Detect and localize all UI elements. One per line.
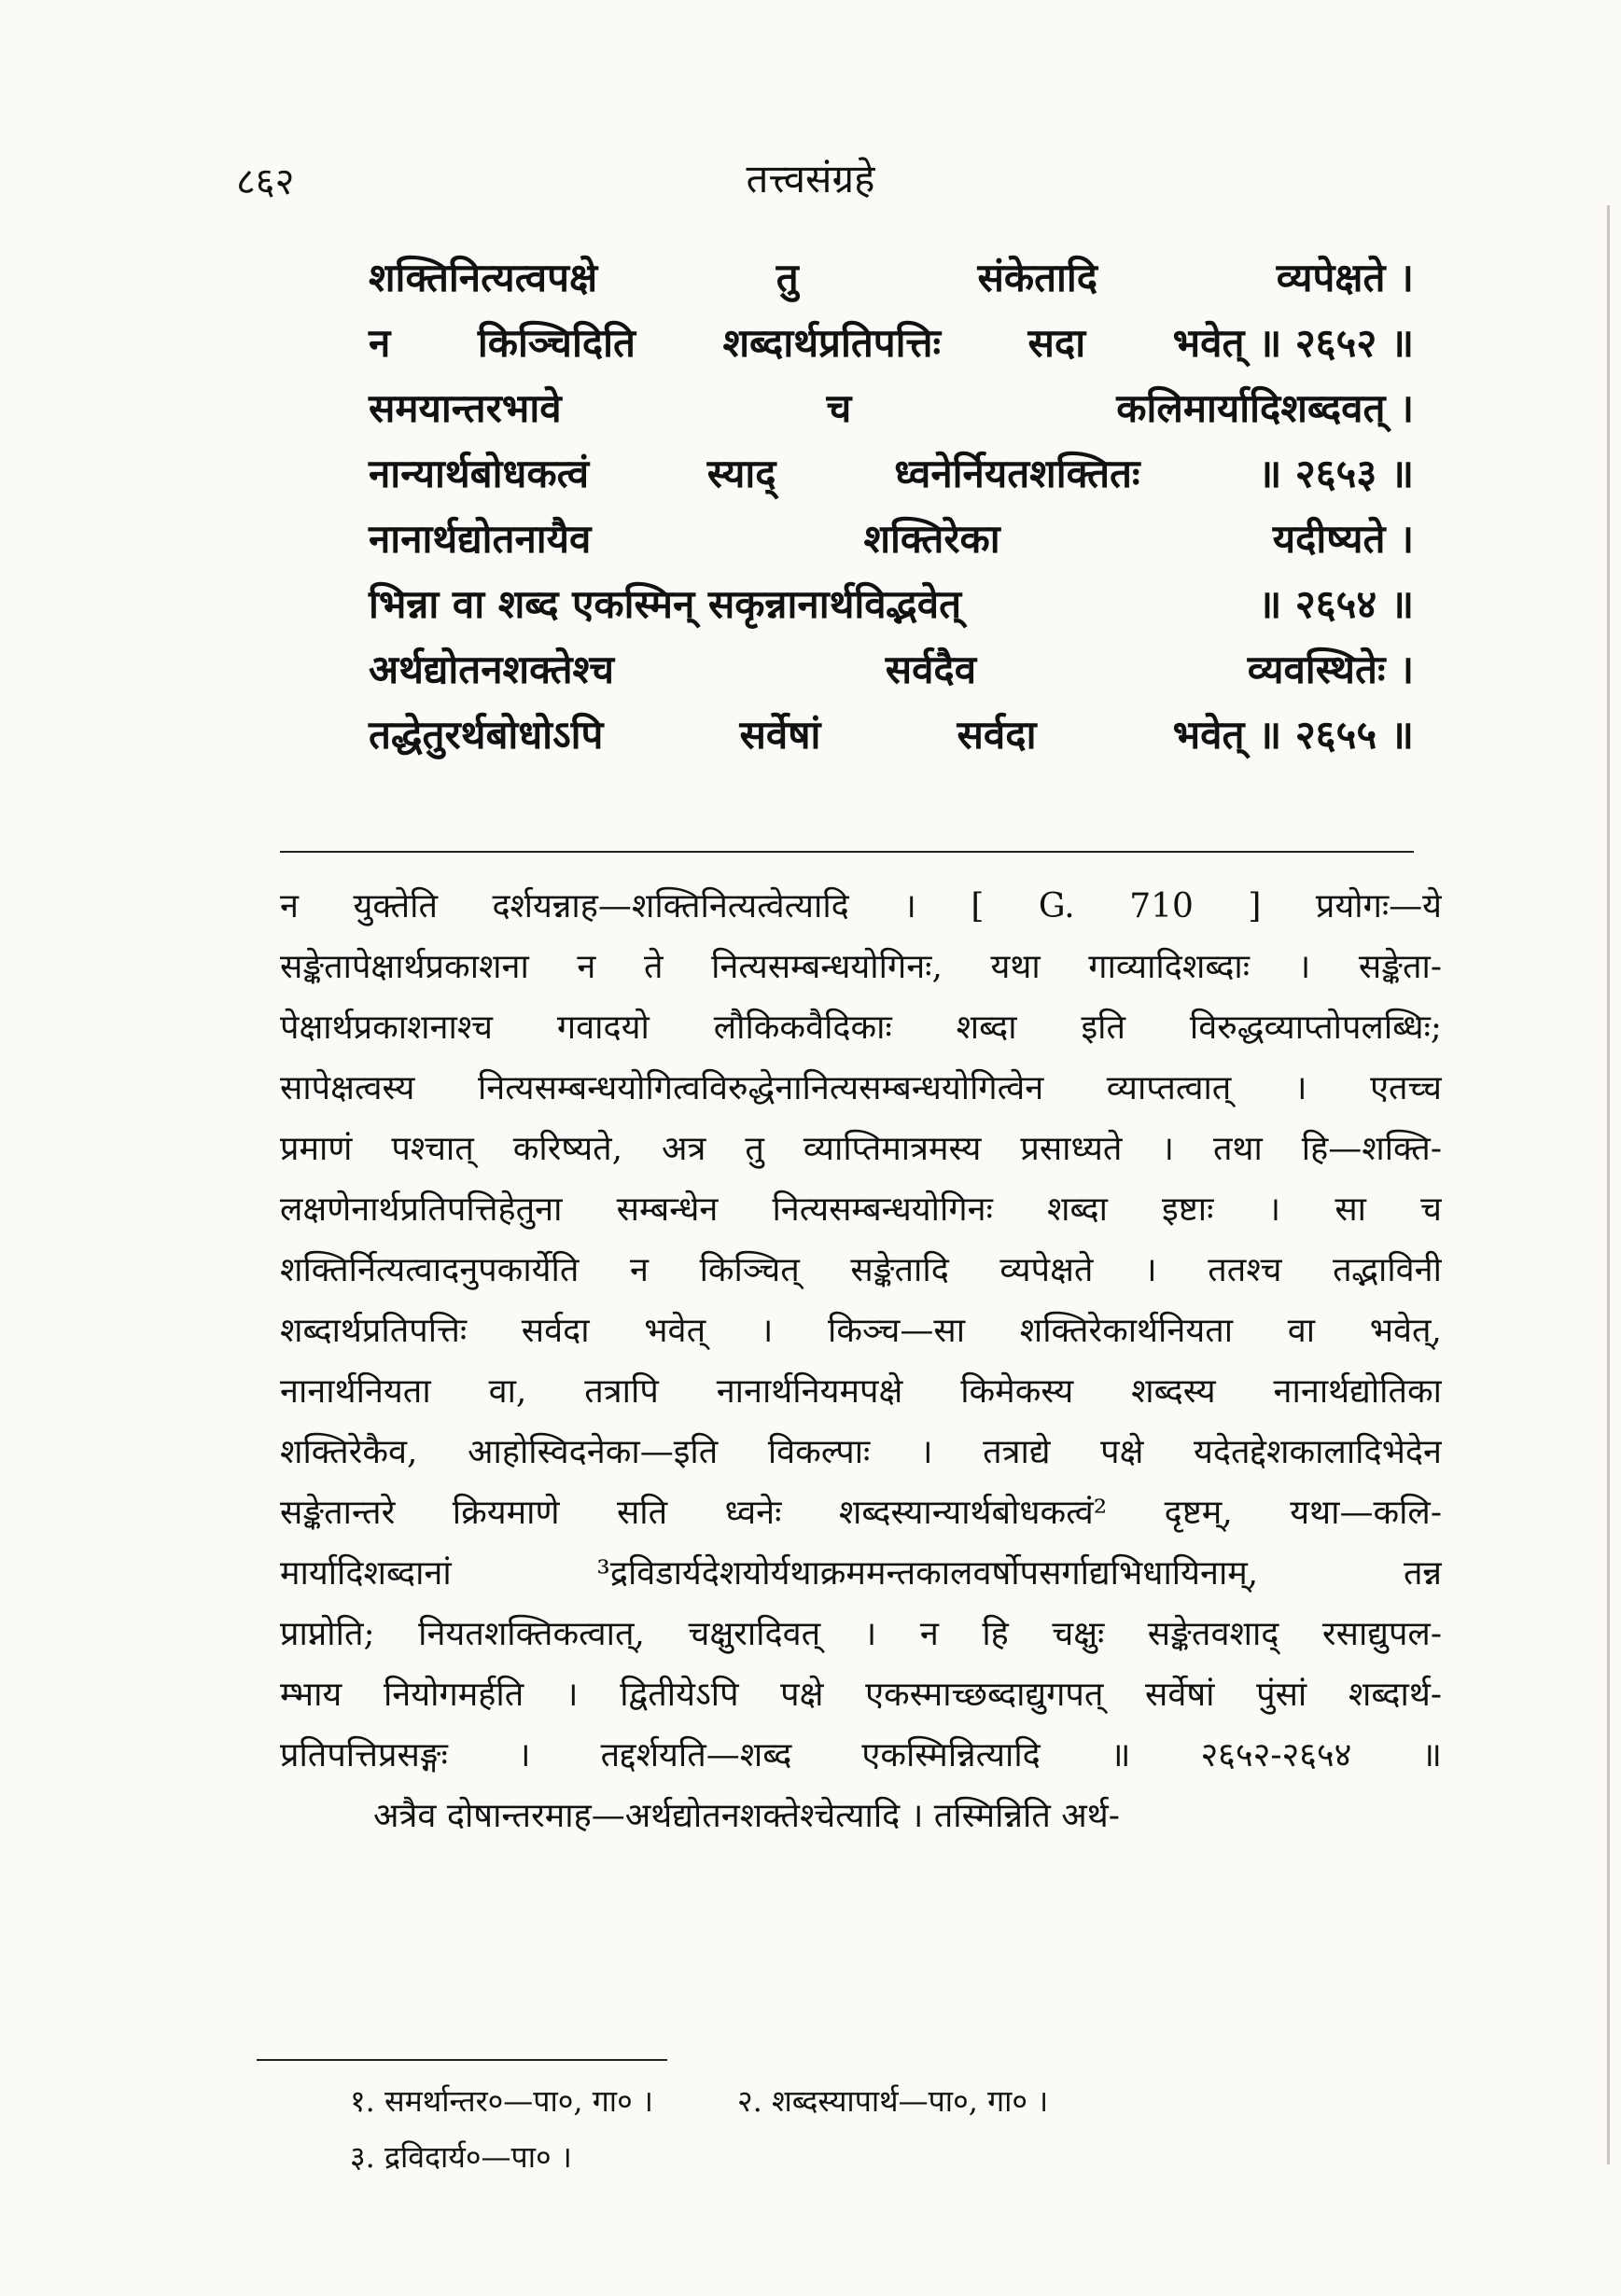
verse-word: कलिमार्यादिशब्दवत् । [1116,385,1414,431]
commentary-line: लक्षणेनार्थप्रतिपत्तिहेतुना सम्बन्धेन नित्यसम्बन्धयोगिनः शब्दा इष्टाः । सा च [280,1190,1442,1229]
footnote-3: ३. द्रविदार्य०—पा० । [350,2139,572,2175]
verse-line [369,446,1414,511]
commentary-line: मार्यादिशब्दानां ³द्रविडार्यदेशयोर्यथाक्रममन्तकालवर्षोपसर्गाद्यभिधायिनाम्, तन्न [280,1554,1442,1593]
commentary-line: शक्तिर्नित्यत्वादनुपकार्येति न किञ्चित् सङ्केतादि व्यपेक्षते । ततश्च तद्भाविनी [280,1251,1442,1289]
verse-word: तु [776,255,799,300]
verse-word: शक्तिनित्यत्वपक्षे [369,255,598,300]
footnote-1: १. समर्थान्तर०—पा०, गा० । [350,2083,654,2119]
verse-line [369,511,1414,577]
commentary-line: नानार्थनियता वा, तत्रापि नानार्थनियमपक्षे किमेकस्य शब्दस्य नानार्थद्योतिका [280,1372,1442,1411]
commentary-line: म्भाय नियोगमर्हति । द्वितीयेऽपि पक्षे एकस्माच्छब्दाद्युगपत् सर्वेषां पुंसां शब्दार्थ- [280,1676,1442,1714]
commentary-line: प्रमाणं पश्चात् करिष्यते, अत्र तु व्याप्तिमात्रमस्य प्रसाध्यते । तथा हि—शक्ति- [280,1130,1442,1168]
page-edge-shadow [1607,205,1610,2164]
verse-number: भवेत् ॥ २६५२ ॥ [1172,320,1414,366]
commentary-line: सङ्केतान्तरे क्रियमाणे सति ध्वनेः शब्दस्यान्यार्थबोधकत्वं² दृष्टम्, यथा—कलि- [280,1494,1442,1532]
verse-word: सर्वदैव [885,647,977,692]
verse-word: तद्धेतुरर्थबोधोऽपि [369,712,604,758]
verse-word: व्यवस्थितेः । [1247,647,1414,692]
verse-word: सर्वदा [957,712,1037,758]
verse-word: किञ्चिदिति [477,320,636,366]
footnote-2: २. शब्दस्यापार्थ—पा०, गा० । [737,2083,1049,2119]
footnote-row [350,2136,1048,2192]
verse-word: समयान्तरभावे [369,385,562,431]
verse-word: सर्वेषां [739,712,821,758]
verse-line [369,381,1414,446]
verse-line [369,577,1414,642]
running-title: तत्त्वसंग्रहे [746,156,875,202]
page-number: ८६२ [236,160,295,203]
footnotes [350,2080,1048,2192]
footnote-row [350,2080,1048,2136]
commentary-line: प्रतिपत्तिप्रसङ्गः । तद्दर्शयति—शब्द एकस्मिन्नित्यादि ॥ २६५२-२६५४ ॥ [280,1736,1442,1774]
verse-word: व्यपेक्षते । [1276,255,1414,300]
verse-line [369,315,1414,381]
verse-word: शक्तिरेका [863,516,1000,562]
verse-line [369,707,1414,772]
commentary-line: अत्रैव दोषान्तरमाह—अर्थद्योतनशक्तेश्चेत्यादि । तस्मिन्निति अर्थ- [373,1797,1120,1835]
verse-number: भवेत् ॥ २६५५ ॥ [1172,712,1414,758]
verse-word: अर्थद्योतनशक्तेश्च [369,647,615,692]
commentary-line: सङ्केतापेक्षार्थप्रकाशना न ते नित्यसम्बन्धयोगिनः, यथा गाव्यादिशब्दाः । सङ्केता- [280,948,1442,986]
commentary-line: सापेक्षत्वस्य नित्यसम्बन्धयोगित्वविरुद्धेनानित्यसम्बन्धयोगित्वेन व्याप्तत्वात् । एतच्च [280,1069,1442,1107]
commentary-line: शक्तिरेकैव, आहोस्विदनेका—इति विकल्पाः । तत्राद्ये पक्षे यदेतद्देशकालादिभेदेन [280,1433,1442,1471]
verse-block [369,250,1414,772]
verse-word: स्याद् [706,451,776,496]
verse-line [369,642,1414,707]
verse-word: सदा [1027,320,1086,366]
verse-word: संकेतादि [977,255,1098,300]
verse-commentary-divider [280,851,1414,853]
verse-number: ॥ २६५३ ॥ [1258,451,1414,496]
verse-word: च [826,385,852,431]
verse-word: भिन्ना वा शब्द एकस्मिन् सकृन्नानार्थविद्भवेत् [369,581,962,627]
commentary-block [280,882,1442,1852]
commentary-line: पेक्षार्थप्रकाशनाश्च गवादयो लौकिकवैदिकाः शब्दा इति विरुद्धव्याप्तोपलब्धिः; [280,1009,1442,1047]
commentary-line: शब्दार्थप्रतिपत्तिः सर्वदा भवेत् । किञ्च—सा शक्तिरेकार्थनियता वा भवेत्, [280,1312,1442,1350]
verse-number: ॥ २६५४ ॥ [1258,581,1414,627]
verse-line [369,250,1414,315]
commentary-line: न युक्तेति दर्शयन्नाह—शक्तिनित्यत्वेत्यादि । [ G. 710 ] प्रयोगः—ये [280,887,1442,925]
verse-word: नानार्थद्योतनायैव [369,516,592,562]
verse-word: न [369,320,391,366]
verse-word: शब्दार्थप्रतिपत्तिः [722,320,942,366]
footnote-divider [257,2059,667,2061]
verse-word: ध्वनेर्नियतशक्तितः [894,451,1140,496]
verse-word: यदीष्यते । [1272,516,1414,562]
verse-word: नान्यार्थबोधकत्वं [369,451,590,496]
commentary-line: प्राप्नोति; नियतशक्तिकत्वात्, चक्षुरादिवत् । न हि चक्षुः सङ्केतवशाद् रसाद्युपल- [280,1615,1442,1653]
